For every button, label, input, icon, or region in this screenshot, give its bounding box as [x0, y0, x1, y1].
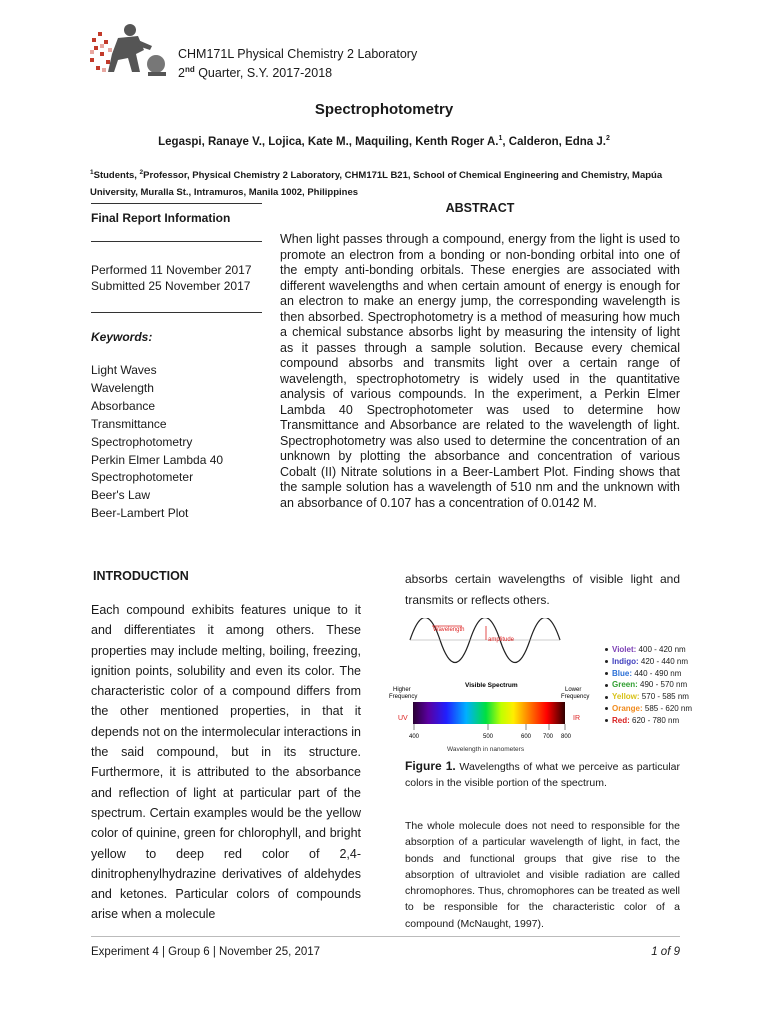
keywords-heading: Keywords: — [91, 330, 153, 344]
header-text — [178, 46, 417, 81]
tick-label: 800 — [561, 734, 572, 740]
tick-label: 400 — [409, 734, 420, 740]
spectrum-figure — [385, 618, 600, 758]
visible-spectrum-label: Visible Spectrum — [465, 682, 518, 689]
report-dates — [91, 262, 252, 294]
performed-date: Performed 11 November 2017 — [91, 263, 252, 277]
submitted-date: Submitted 25 November 2017 — [91, 279, 251, 293]
divider — [91, 312, 262, 313]
tick-label: 700 — [543, 734, 554, 740]
school-logo — [88, 20, 170, 82]
keyword-item: Absorbance — [91, 398, 156, 413]
legend-item: Violet: 400 - 420 nm — [605, 644, 692, 656]
legend-color-name: Blue: — [612, 668, 632, 678]
affiliation: $^1$Students, $^2$Professor, Physical Chemistry 2 Laboratory, CHM171L B21, School of Chemical Engineering and Chemistry, Mapúa University, Muralla St., Intramuros, Manila 1002, Philippines — [90, 169, 663, 199]
legend-color-name: Green: — [612, 680, 638, 690]
abstract-heading: ABSTRACT — [445, 201, 515, 215]
tick-label: 500 — [483, 734, 494, 740]
legend-color-name: Violet: — [612, 645, 637, 654]
keywords-list — [91, 362, 223, 523]
axis-label: Wavelength in nanometers — [447, 746, 525, 753]
course-name: CHM171L Physical Chemistry 2 Laboratory — [178, 47, 418, 61]
chromophore-text: The whole molecule does not need to responsible for the absorption of a particular wavelength of light, in fact, the bonds and functional groups that give rise to the absorption of ultraviolet and visible radiation are called chromophores. Thus, chromophores can be treated as well to be responsible for the characteristic color of a compound (McNaught, 1997). — [405, 820, 680, 930]
wavelength-label: Wavelength — [433, 627, 465, 633]
legend-color-name: Orange: — [612, 703, 643, 713]
lower-freq-label: Frequency — [561, 694, 590, 700]
higher-freq-label: Higher — [393, 687, 411, 693]
quarter-line: 2nd Quarter, S.Y. 2017-2018 — [178, 65, 333, 81]
keyword-item: Perkin Elmer Lambda 40 — [91, 452, 224, 467]
author-list: Legaspi, Ranaye V., Lojica, Kate M., Maquiling, Kenth Roger A.$^1$, Calderon, Edna J.$^2$ — [158, 135, 610, 148]
footer-text: Experiment 4 | Group 6 | November 25, 2017 — [91, 946, 321, 958]
legend-item: Indigo: 420 - 440 nm — [605, 656, 692, 668]
divider — [91, 241, 262, 242]
legend-item: Red: 620 - 780 nm — [605, 715, 692, 727]
spectrum-bar — [413, 702, 565, 724]
legend-item: Yellow: 570 - 585 nm — [605, 691, 692, 703]
footer-divider — [91, 936, 680, 937]
introduction-heading: INTRODUCTION — [93, 569, 189, 583]
figure-label: Figure 1. — [405, 759, 456, 773]
divider — [91, 203, 262, 204]
figure-caption: Figure 1. Wavelengths of what we perceive as particular colors in the visible portion of the spectrum. — [405, 759, 680, 789]
lower-freq-label: Lower — [565, 687, 582, 693]
legend-item: Blue: 440 - 490 nm — [605, 668, 692, 680]
keyword-item: Transmittance — [91, 416, 167, 431]
legend-item: Orange: 585 - 620 nm — [605, 703, 692, 715]
keyword-item: Wavelength — [91, 380, 154, 395]
ir-label: IR — [573, 715, 580, 722]
keyword-item: Spectrophotometry — [91, 434, 193, 449]
amplitude-label: amplitude — [488, 637, 515, 643]
paper-title: Spectrophotometry — [314, 101, 454, 118]
higher-freq-label: Frequency — [389, 694, 418, 700]
color-legend — [605, 644, 692, 727]
introduction-text: Each compound exhibits features unique to it and differentiates it among others. These properties may include melting, boiling, freezing, ignition points, solubility and even its color. The characteristic color of a compound differs from the other mentioned properties, in that it depends not on the intermolecular interactions in the said compound, but in its structure. Furthermore, it is attributed to the absorbance and reflection of light at particular part of the spectrum. Certain examples would be the yellow color of quinine, green for chlorophyll, and bright yellow to deep red color of 2,4-dinitrophenylhydrazine derivatives of aldehydes and ketones. Particular colors of compounds arise when a molecule — [91, 603, 361, 922]
keyword-item: Spectrophotometer — [91, 470, 194, 485]
legend-color-name: Indigo: — [612, 656, 639, 666]
legend-item: Green: 490 - 570 nm — [605, 679, 692, 691]
legend-color-name: Yellow: — [612, 692, 640, 702]
keyword-item: Beer's Law — [91, 488, 150, 503]
keyword-item: Beer-Lambert Plot — [91, 506, 189, 521]
continued-text: absorbs certain wavelengths of visible light and transmits or reflects others. — [405, 572, 680, 607]
legend-color-name: Red: — [612, 715, 630, 725]
tick-label: 600 — [521, 734, 532, 740]
keyword-item: Light Waves — [91, 363, 157, 377]
page-number: 1 of 9 — [651, 946, 680, 958]
abstract-text: When light passes through a compound, energy from the light is used to promote an electron from a bonding or non-bonding orbital into one of the empty anti-bonding orbitals. These energies are associated with different wavelengths and when certain amount of energy is enough for an electron to make an energy jump, the corresponding wavelength is then absorbed. Spectrophotometry is a method of measuring how much a chemical substance absorbs light by measuring the intensity of light as it passes through a sample solution. Because every chemical compound absorbs and transmits light over a certain range of wavelength, spectrophotometry is widely used in the quantitative analysis of various compounds. In the experiment, a Perkin Elmer Lambda 40 Spectrophotometer was used to determine how Transmittance and Absorbance are related to the wavelength of light. Spectrophotometry was also used to determine the concentration of an unknown by plotting the absorbance and concentration of various Cobalt (II) Nitrate solutions in a Beer-Lambert Plot. Finding shows that the sample solution has a wavelength of 510 nm and the unknown with an absorbance of 0.107 has a concentration of 0.0142 M. — [280, 232, 680, 510]
report-info-heading: Final Report Information — [91, 211, 231, 225]
uv-label: UV — [398, 715, 408, 722]
